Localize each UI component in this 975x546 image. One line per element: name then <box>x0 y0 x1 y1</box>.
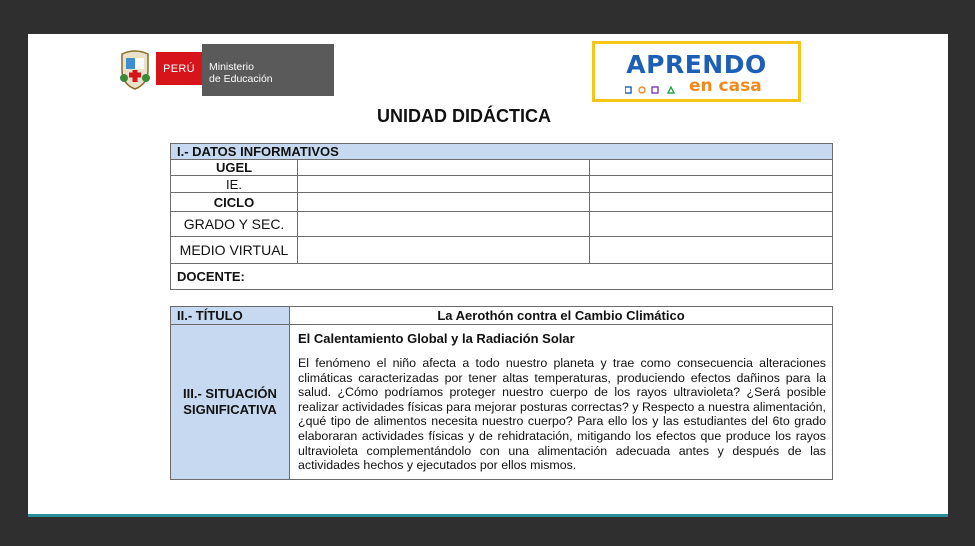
titulo-value: La Aerothón contra el Cambio Climático <box>290 307 833 325</box>
ugel-value-cell <box>298 160 590 176</box>
minedu-logo <box>116 44 334 96</box>
document-title: UNIDAD DIDÁCTICA <box>377 106 551 126</box>
row-label-grado: GRADO Y SEC. <box>171 212 298 237</box>
medio-virtual-extra-cell <box>590 237 833 264</box>
peru-label: PERÚ <box>156 52 202 85</box>
aprendo-en-casa-logo <box>592 41 801 102</box>
logo-shapes-icon <box>625 86 685 96</box>
situacion-subtitle: El Calentamiento Global y la Radiación Solar <box>298 331 575 346</box>
situacion-paragraph: El fenómeno el niño afecta a todo nuestro planeta y trae como consecuencia alteraciones climáticas caracterizadas por tener altas temperaturas, produciendo efectos dañinos para la salud. ¿Cómo podríamos proteger nuestro cuerpo de los rayos ultravioleta? ¿Será posible realizar actividades físicas para mejorar posturas correctas? y Respecto a nuestra alimentación, ¿qué tipo de alimentos necesita nuestro cuerpo? Para ello los y las estudiantes del 6to grado elaboraran actividades físicas y de rehidratación, mitigando los efectos que produce los rayos ultravioleta complementándolo con una alimentación adecuada antes y después de las actividades hechos y ejecutados por ellos mismos. <box>298 356 826 473</box>
situacion-content <box>290 325 833 480</box>
row-label-ugel: UGEL <box>171 160 298 176</box>
situacion-label-line-1: III.- SITUACIÓN <box>183 385 277 401</box>
ciclo-extra-cell <box>590 193 833 212</box>
en-casa-text: en casa <box>689 76 762 96</box>
document-page <box>28 34 948 514</box>
grado-extra-cell <box>590 212 833 237</box>
situacion-label <box>171 325 290 480</box>
ciclo-value-cell <box>298 193 590 212</box>
peru-coat-of-arms-icon <box>118 48 152 90</box>
row-label-medio-virtual: MEDIO VIRTUAL <box>171 237 298 264</box>
row-label-ciclo: CICLO <box>171 193 298 212</box>
grado-value-cell <box>298 212 590 237</box>
ugel-extra-cell <box>590 160 833 176</box>
ministerio-line-1: Ministerio <box>209 61 254 73</box>
ie-extra-cell <box>590 176 833 193</box>
situacion-label-line-2: SIGNIFICATIVA <box>183 401 277 417</box>
datos-informativos-table <box>170 143 833 290</box>
docente-label: DOCENTE: <box>171 264 833 290</box>
ministerio-label <box>209 61 273 85</box>
ministerio-line-2: de Educación <box>209 73 273 85</box>
section1-heading: I.- DATOS INFORMATIVOS <box>171 144 833 160</box>
bottom-accent-strip <box>28 514 948 517</box>
titulo-label: II.- TÍTULO <box>171 307 290 325</box>
aprendo-text: APRENDO <box>626 50 767 79</box>
medio-virtual-value-cell <box>298 237 590 264</box>
titulo-situacion-table <box>170 306 833 480</box>
row-label-ie: IE. <box>171 176 298 193</box>
ie-value-cell <box>298 176 590 193</box>
